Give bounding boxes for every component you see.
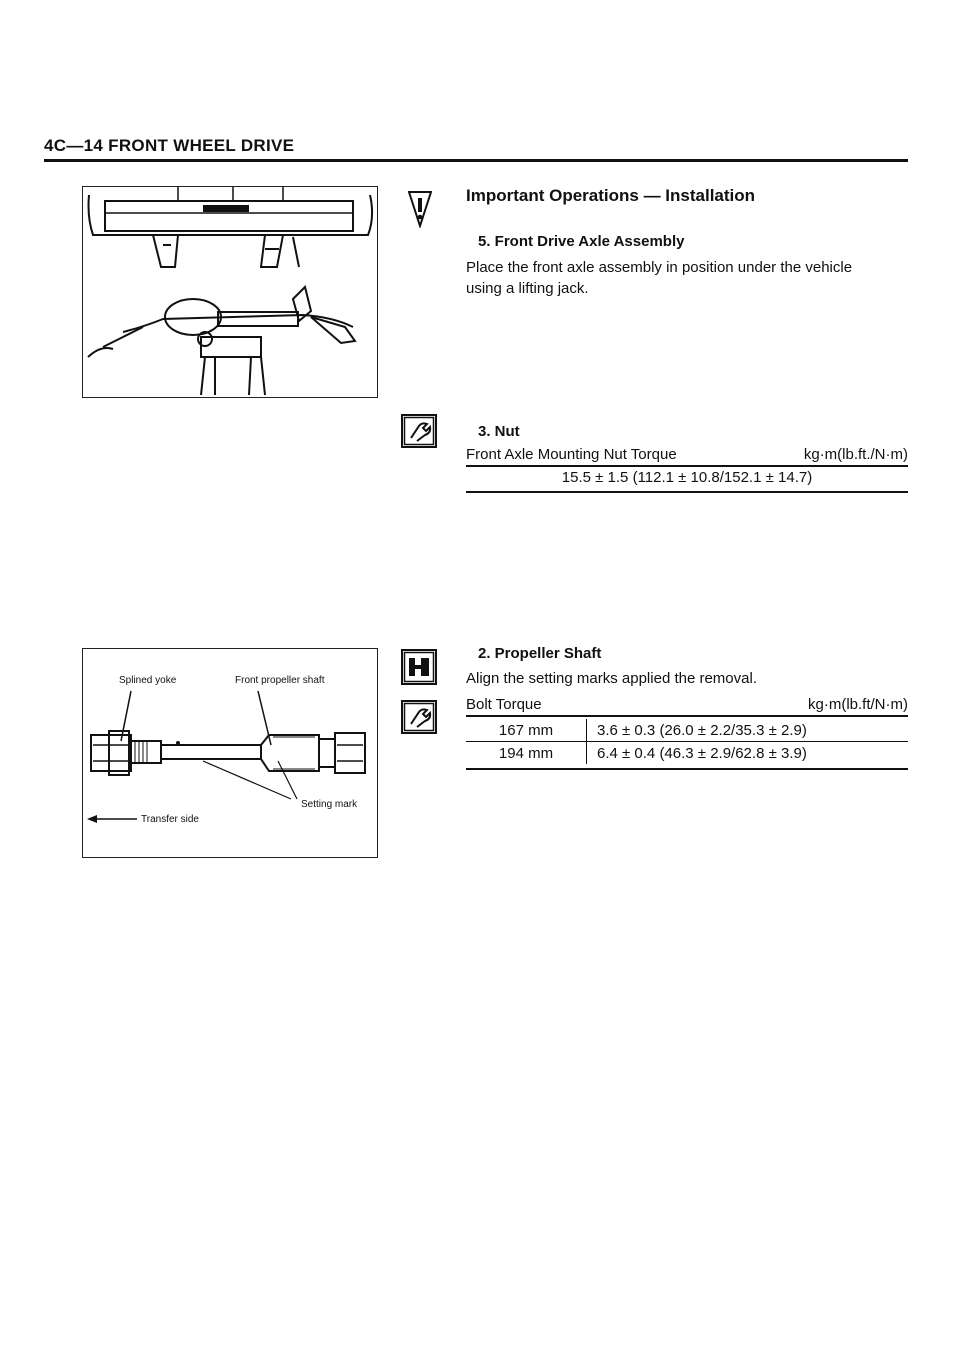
nut-torque-unit: kg·m(lb.ft./N·m) [803, 446, 908, 463]
step-body-line-2: using a lifting jack. [466, 280, 589, 297]
propeller-body: Align the setting marks applied the removal. [466, 670, 757, 687]
front-axle-figure [82, 186, 378, 398]
table-row [466, 719, 908, 742]
nut-torque-label: Front Axle Mounting Nut Torque [466, 446, 677, 463]
step-body-line-1: Place the front axle assembly in position under the vehicle [466, 259, 853, 276]
label-setting-mark: Setting mark [301, 799, 358, 810]
propeller-shaft-figure [82, 648, 378, 858]
torque-wrench-icon [401, 414, 437, 448]
step-title-front-drive-axle: 5. Front Drive Axle Assembly [478, 233, 685, 250]
nut-spec-rule-top [466, 465, 908, 467]
bolt-torque-label: Bolt Torque [466, 696, 542, 713]
bolt-torque-table [466, 719, 908, 764]
row-torque: 3.6 ± 0.3 (26.0 ± 2.2/35.3 ± 2.9) [587, 719, 909, 742]
propeller-shaft-illustration [83, 649, 376, 856]
front-axle-illustration [83, 187, 376, 396]
step-title-nut: 3. Nut [478, 423, 520, 440]
step-title-propeller-shaft: 2. Propeller Shaft [478, 645, 602, 662]
header-rule [44, 159, 908, 162]
label-front-propeller-shaft: Front propeller shaft [235, 675, 325, 686]
alignment-marks-icon [401, 649, 437, 685]
row-torque: 6.4 ± 0.4 (46.3 ± 2.9/62.8 ± 3.9) [597, 744, 807, 762]
important-operations-icon [408, 190, 432, 228]
label-splined-yoke: Splined yoke [119, 675, 177, 686]
bolt-spec-rule-bottom [466, 768, 908, 770]
bolt-torque-unit: kg·m(lb.ft/N·m) [808, 696, 908, 713]
row-length: 194 mm [466, 742, 587, 765]
label-transfer-side: Transfer side [141, 814, 199, 825]
section-heading-installation: Important Operations — Installation [466, 186, 756, 205]
table-row [466, 742, 908, 765]
page-header-title: 4C—14 FRONT WHEEL DRIVE [44, 136, 295, 155]
bolt-spec-rule-top [466, 715, 908, 717]
nut-torque-value: 15.5 ± 1.5 (112.1 ± 10.8/152.1 ± 14.7) [561, 469, 813, 486]
nut-spec-rule-bottom [466, 491, 908, 493]
torque-wrench-icon [401, 700, 437, 734]
row-length: 167 mm [466, 719, 587, 742]
